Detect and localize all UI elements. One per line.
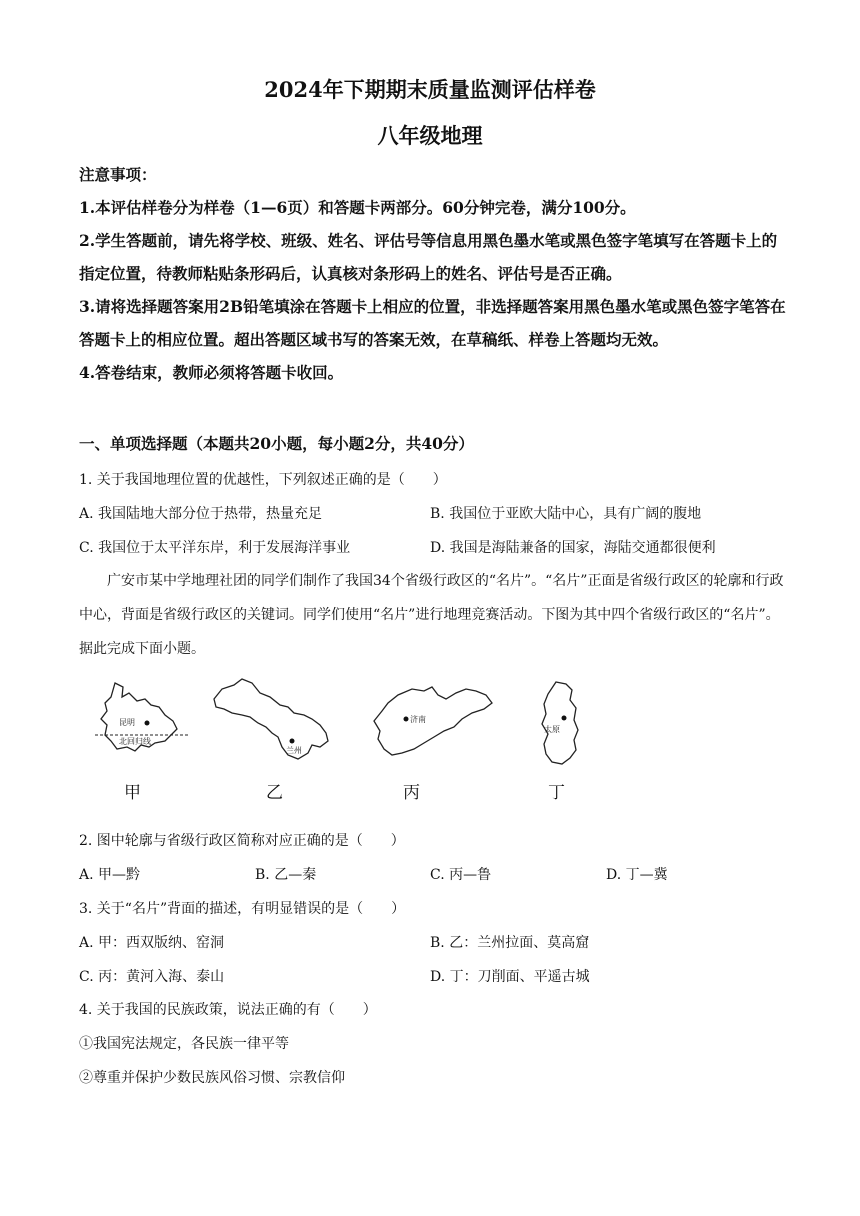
map-label-yi: 乙 <box>266 783 283 803</box>
q2-option-c: C. 丙—鲁 <box>430 867 492 883</box>
exam-title: 2024年下期期末质量监测评估样卷 <box>264 77 596 102</box>
tropic-label: 北回归线 <box>119 737 151 746</box>
map-yi-outline <box>208 675 338 765</box>
q2-option-b: B. 乙—秦 <box>255 867 317 883</box>
passage: 广安市某中学地理社团的同学们制作了我国34个省级行政区的“名片”。“名片”正面是省级行政区的轮廓和行政中心，背面是省级行政区的关键词。同学们使用“名片”进行地理竞赛活动。下图为其中四个省级行政区的“名片”。据此完成下面小题。 <box>79 573 784 657</box>
q1-option-a: A. 我国陆地大部分位于热带，热量充足 <box>79 506 323 522</box>
q3-stem: 3. 关于“名片”背面的描述，有明显错误的是（ ） <box>79 901 406 917</box>
notice-item-4: 4.答卷结束，教师必须将答题卡收回。 <box>79 363 344 382</box>
city-jinan: 济南 <box>410 715 426 724</box>
exam-subtitle: 八年级地理 <box>377 123 483 148</box>
city-lanzhou: 兰州 <box>286 746 302 755</box>
q4-statement-2: ②尊重并保护少数民族风俗习惯、宗教信仰 <box>79 1070 345 1086</box>
map-yunnan <box>95 675 190 759</box>
map-shandong <box>368 675 496 764</box>
q4-stem: 4. 关于我国的民族政策，说法正确的有（ ） <box>79 1002 377 1018</box>
q3-option-a: A. 甲：西双版纳、窑洞 <box>79 935 225 951</box>
q2-stem: 2. 图中轮廓与省级行政区简称对应正确的是（ ） <box>79 833 405 849</box>
city-taiyuan: 太原 <box>544 725 560 734</box>
q1-option-b: B. 我国位于亚欧大陆中心，具有广阔的腹地 <box>430 506 702 522</box>
map-bing-outline <box>368 675 496 760</box>
notice-item-2: 2.学生答题前，请先将学校、班级、姓名、评估号等信息用黑色墨水笔或黑色签字笔填写在答题卡上的指定位置，待教师粘贴条形码后，认真核对条形码上的姓名、评估号是否正确。 <box>79 231 778 283</box>
q3-option-b: B. 乙：兰州拉面、莫高窟 <box>430 935 590 951</box>
section-heading: 一、单项选择题（本题共20小题，每小题2分，共40分） <box>79 434 474 453</box>
q1-option-c: C. 我国位于太平洋东岸，利于发展海洋事业 <box>79 540 351 556</box>
q1-option-d: D. 我国是海陆兼备的国家，海陆交通都很便利 <box>430 540 716 556</box>
notice-heading: 注意事项： <box>79 165 157 184</box>
map-jia-outline <box>95 675 190 755</box>
q2-option-d: D. 丁—冀 <box>606 867 668 883</box>
notice-item-1: 1.本评估样卷分为样卷（1—6页）和答题卡两部分。60分钟完卷，满分100分。 <box>79 198 636 217</box>
map-ding-outline <box>530 678 590 768</box>
q3-option-d: D. 丁：刀削面、平遥古城 <box>430 969 590 985</box>
map-label-jia: 甲 <box>124 783 141 803</box>
q3-option-c: C. 丙：黄河入海、泰山 <box>79 969 225 985</box>
notice-item-3: 3.请将选择题答案用2B铅笔填涂在答题卡上相应的位置，非选择题答案用黑色墨水笔或黑色签字笔答在答题卡上的相应位置。超出答题区域书写的答案无效，在草稿纸、样卷上答题均无效。 <box>79 297 786 349</box>
city-kunming: 昆明 <box>119 718 135 727</box>
q1-stem: 1. 关于我国地理位置的优越性，下列叙述正确的是（ ） <box>79 472 447 488</box>
q4-statement-1: ①我国宪法规定，各民族一律平等 <box>79 1036 289 1052</box>
map-label-bing: 丙 <box>403 783 420 803</box>
map-shanxi <box>530 678 590 772</box>
q2-option-a: A. 甲—黔 <box>79 867 141 883</box>
map-label-ding: 丁 <box>548 783 565 803</box>
map-gansu <box>208 675 338 769</box>
notice-block <box>79 158 789 389</box>
